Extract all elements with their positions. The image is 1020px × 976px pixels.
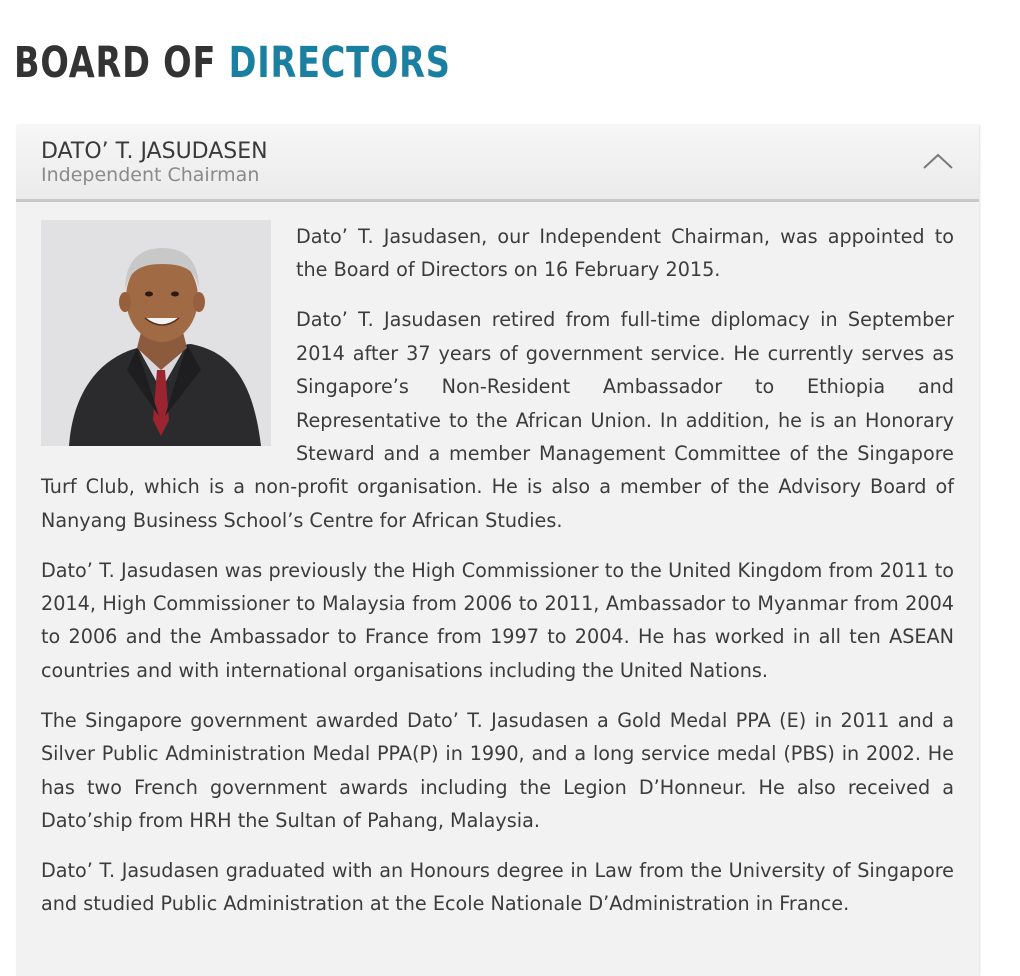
director-portrait-image (41, 220, 271, 446)
director-role: Independent Chairman (41, 164, 260, 186)
bio-paragraph: Dato’ T. Jasudasen, our Independent Chairman, was appointed to the Board of Directors on 16 February 2015. (296, 225, 954, 282)
bio-paragraph: The Singapore government awarded Dato’ T. Jasudasen a Gold Medal PPA (E) in 2011 and a Silver Public Administration Medal PPA(P) in 1990, and a long service medal (PBS) in 2002. He has two French government awards including the Legion D’Honneur. He also received a Dato’ship from HRH the Sultan of Pahang, Malaysia. (41, 708, 954, 832)
director-bio-section (16, 202, 979, 921)
bio-paragraph: Dato’ T. Jasudasen was previously the High Commissioner to the United Kingdom from 2011 to 2014, High Commissioner to Malaysia from 2006 to 2011, Ambassador to Myanmar from 2004 to 2006 and the Ambassador to France from 1997 to 2004. He has worked in all ten ASEAN countries and with international organisations including the United Nations. (41, 558, 954, 682)
bio-paragraph: Dato’ T. Jasudasen retired from full-time diplomacy in September 2014 after 37 years of government service. He currently serves as Singapore’s Non-Resident Ambassador to Ethiopia and Representative to the African Union. In addition, he is an Honorary Steward and a member Management Committee of the Singapore Turf Club, which is a non-profit organisation. He is also a member of the Advisory Board of Nanyang Business School’s Centre for African Studies. (41, 308, 954, 532)
page-title-part-2: DIRECTORS (228, 38, 451, 88)
director-accordion-panel (16, 125, 979, 976)
bio-paragraph: Dato’ T. Jasudasen graduated with an Honours degree in Law from the University of Singapore and studied Public Administration at the Ecole Nationale D’Administration in France. (41, 858, 954, 916)
director-name: DATO’ T. JASUDASEN (41, 139, 268, 164)
director-accordion-header[interactable] (16, 125, 979, 202)
page-title (14, 38, 451, 88)
chevron-up-icon[interactable] (921, 151, 955, 173)
page-title-part-1: BOARD OF (14, 38, 217, 88)
